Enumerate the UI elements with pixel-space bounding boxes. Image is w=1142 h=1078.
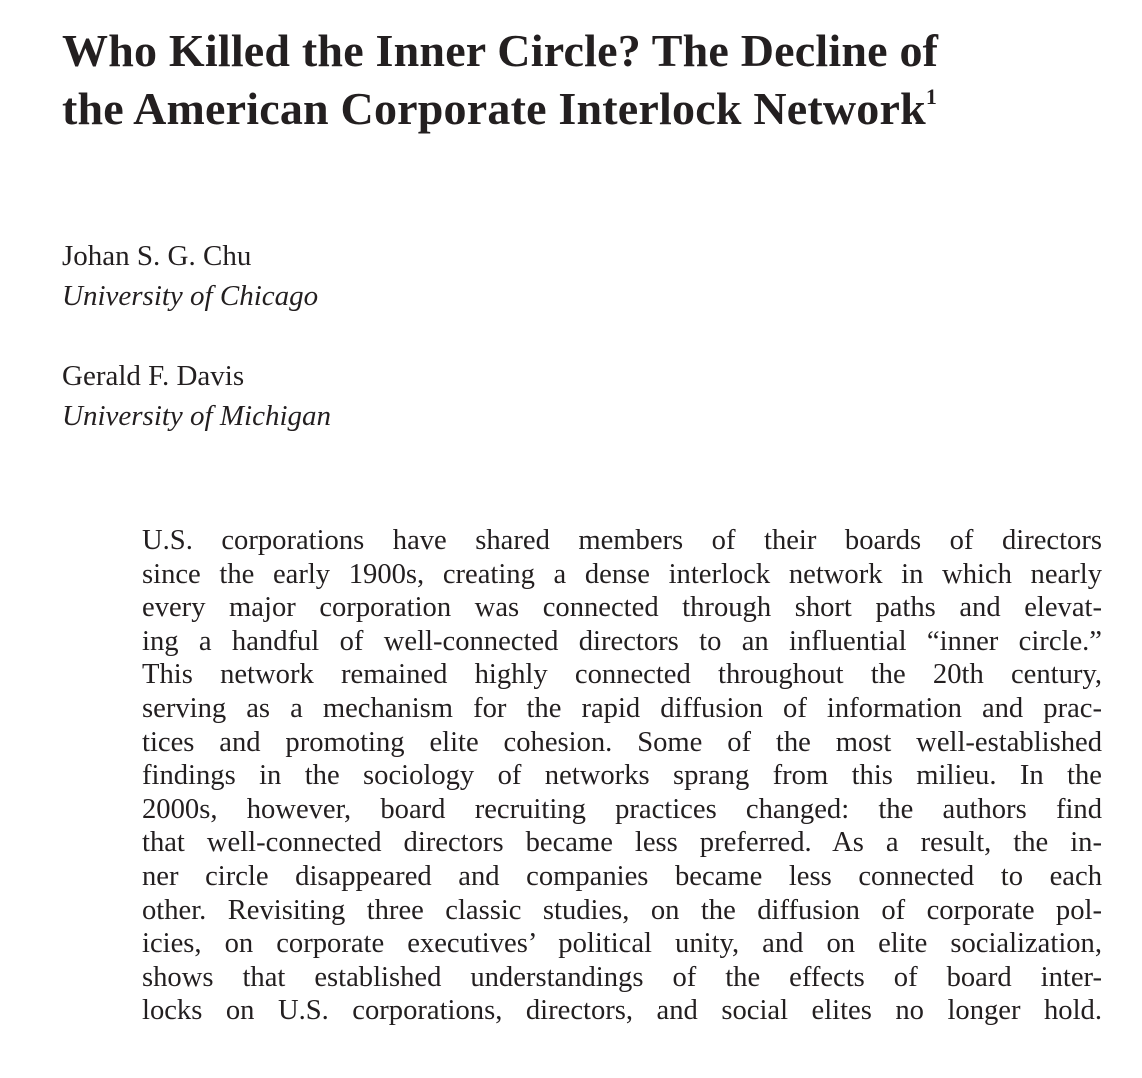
abstract-line: 2000s, however, board recruiting practices changed: the authors find <box>142 793 1102 825</box>
paper-title <box>62 22 1102 138</box>
abstract-line: locks on U.S. corporations, directors, and social elites no longer hold. <box>142 995 1102 1027</box>
abstract-line: since the early 1900s, creating a dense interlock network in which nearly <box>142 558 1102 590</box>
abstract-line: serving as a mechanism for the rapid diffusion of information and prac- <box>142 692 1102 724</box>
title-footnote-marker[interactable]: 1 <box>925 83 938 109</box>
title-line-1: Who Killed the Inner Circle? The Decline of <box>62 25 939 76</box>
abstract-line: every major corporation was connected through short paths and elevat- <box>142 592 1102 624</box>
title-line-2 <box>62 80 1102 138</box>
abstract-line: U.S. corporations have shared members of their boards of directors <box>142 525 1102 556</box>
abstract-line: other. Revisiting three classic studies, on the diffusion of corporate pol- <box>142 894 1102 926</box>
title-line-2-text: the American Corporate Interlock Network <box>62 83 926 134</box>
abstract-line: tices and promoting elite cohesion. Some of the most well-established <box>142 726 1102 758</box>
abstract-line: findings in the sociology of networks sprang from this milieu. In the <box>142 760 1102 792</box>
abstract-line: ing a handful of well-connected directors to an influential “inner circle.” <box>142 625 1102 657</box>
abstract-line: ner circle disappeared and companies became less connected to each <box>142 860 1102 892</box>
abstract <box>142 524 1102 1028</box>
author-name: Johan S. G. Chu <box>62 240 252 272</box>
abstract-line: icies, on corporate executives’ political unity, and on elite socialization, <box>142 928 1102 960</box>
abstract-line: that well-connected directors became less preferred. As a result, the in- <box>142 827 1102 859</box>
author-block-2 <box>62 356 762 436</box>
author-affiliation: University of Chicago <box>62 280 319 312</box>
abstract-line: This network remained highly connected throughout the 20th century, <box>142 659 1102 691</box>
author-affiliation: University of Michigan <box>62 400 332 432</box>
author-name: Gerald F. Davis <box>62 360 245 392</box>
abstract-line: shows that established understandings of the effects of board inter- <box>142 961 1102 993</box>
author-block-1 <box>62 236 762 316</box>
